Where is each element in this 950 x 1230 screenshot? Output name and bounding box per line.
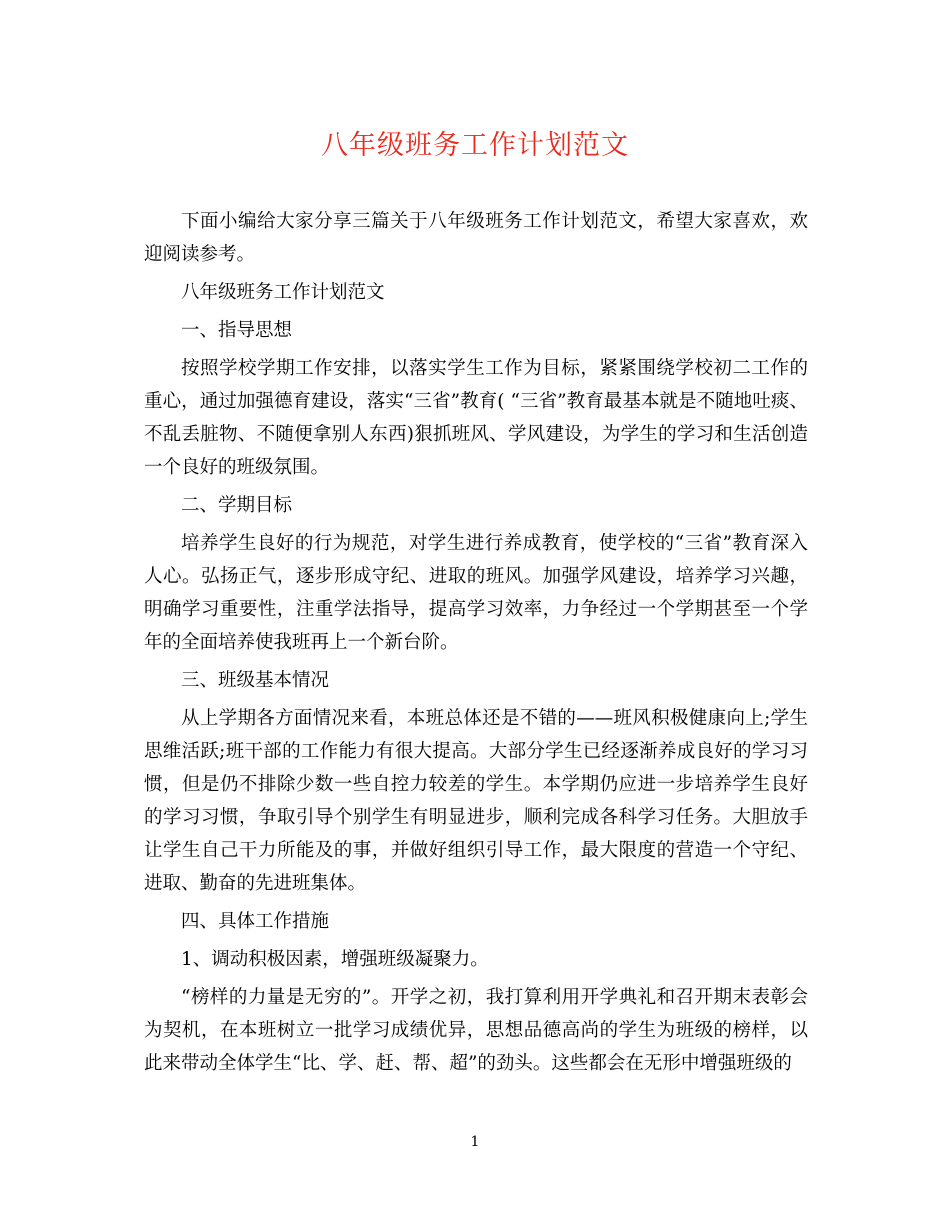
paragraph-measure-1: “榜样的力量是无穷的”。开学之初，我打算利用开学典礼和召开期末表彰会为契机，在本班树立一批学习成绩优异，思想品德高尚的学生为班级的榜样，以此来带动全体学生“比、学、赶、帮、超”的劲头。这些都会在无形中增强班级的 — [144, 987, 808, 1074]
heading-term-goals: 二、学期目标 — [181, 495, 293, 516]
document-body — [144, 205, 808, 1085]
paragraph-guiding-ideology: 按照学校学期工作安排，以落实学生工作为目标，紧紧围绕学校初二工作的重心，通过加强德育建设，落实“三省”教育( “三省”教育最基本就是不随地吐痰、不乱丢脏物、不随便拿别人东西)狠抓班风、学风建设，为学生的学习和生活创造一个良好的班级氛围。 — [144, 358, 808, 478]
heading-work-measures: 四、具体工作措施 — [181, 911, 330, 932]
heading-class-situation: 三、班级基本情况 — [181, 670, 330, 691]
page-number: 1 — [470, 1134, 480, 1150]
subheading-measure-1: 1、调动积极因素，增强班级凝聚力。 — [181, 949, 489, 970]
document-title: 八年级班务工作计划范文 — [321, 130, 629, 161]
heading-guiding-ideology: 一、指导思想 — [181, 320, 293, 341]
paragraph-subtitle: 八年级班务工作计划范文 — [181, 282, 385, 303]
paragraph-intro: 下面小编给大家分享三篇关于八年级班务工作计划范文，希望大家喜欢，欢迎阅读参考。 — [144, 211, 808, 265]
paragraph-term-goals: 培养学生良好的行为规范，对学生进行养成教育，使学校的“三省”教育深入人心。弘扬正气，逐步形成守纪、进取的班风。加强学风建设，培养学习兴趣，明确学习重要性，注重学法指导，提高学习效率，力争经过一个学期甚至一个学年的全面培养使我班再上一个新台阶。 — [144, 533, 808, 653]
paragraph-class-situation: 从上学期各方面情况来看，本班总体还是不错的——班风积极健康向上;学生思维活跃;班干部的工作能力有很大提高。大部分学生已经逐渐养成良好的学习习惯，但是仍不排除少数一些自控力较差的学生。本学期仍应进一步培养学生良好的学习习惯，争取引导个别学生有明显进步，顺利完成各科学习任务。大胆放手让学生自己干力所能及的事，并做好组织引导工作，最大限度的营造一个守纪、进取、勤奋的先进班集体。 — [144, 708, 808, 894]
